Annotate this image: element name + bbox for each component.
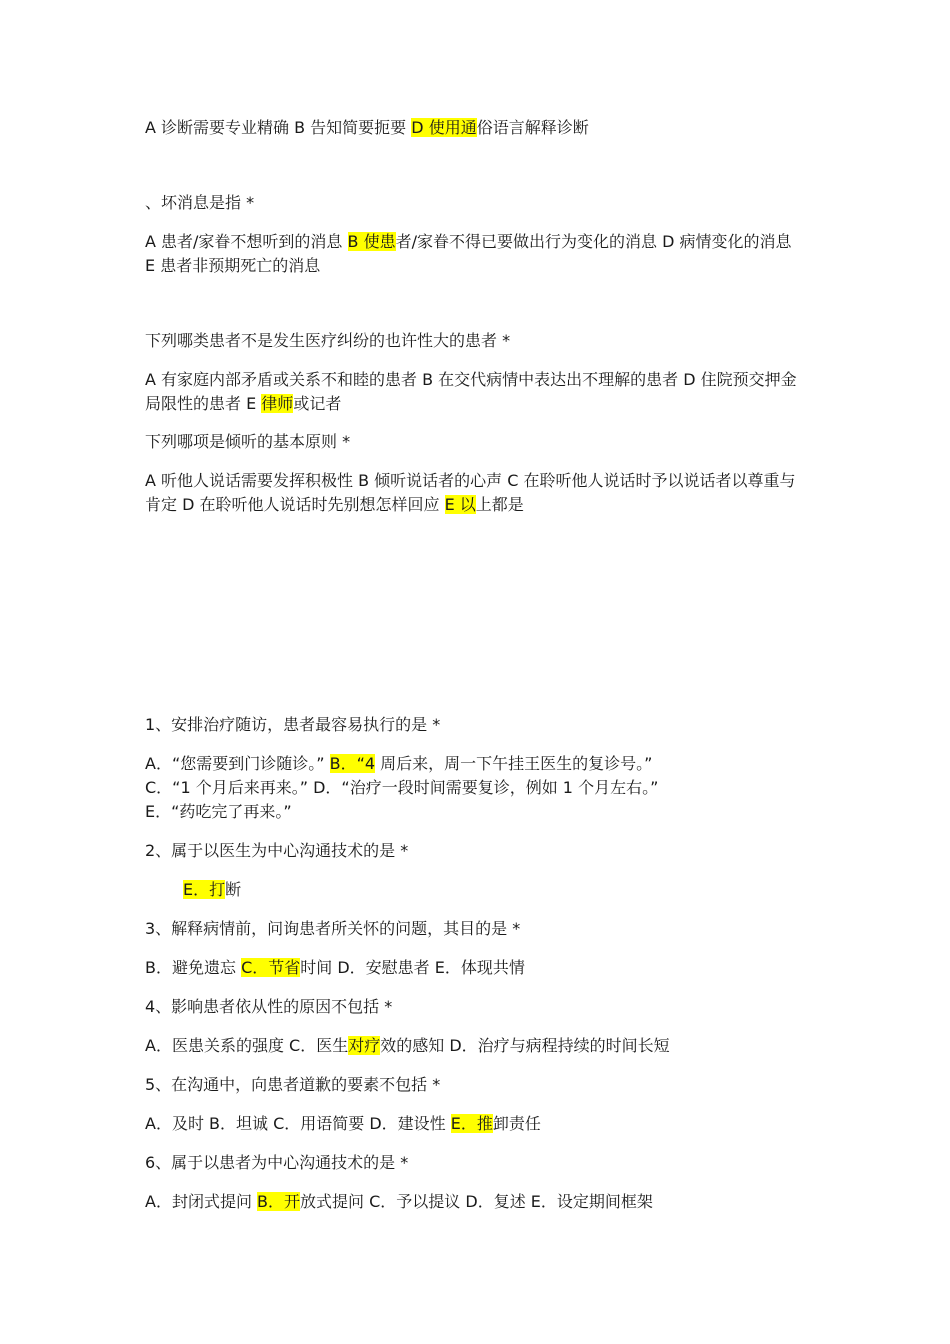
option-text: 俗语言解释诊断 (476, 118, 589, 137)
q2-option-line (183, 878, 853, 902)
option-line-b (145, 230, 800, 278)
question-4: 4、影响患者依从性的原因不包括 * (145, 997, 393, 1016)
option-text: A．医患关系的强度 C．医生 (145, 1036, 349, 1055)
option-text: 时间 D．安慰患者 E．体现共情 (300, 958, 525, 977)
option-text: 断 (225, 880, 242, 899)
highlighted-text: B 使患 (347, 232, 396, 251)
option-text: 上都是 (475, 495, 524, 514)
option-text: 或记者 (293, 394, 342, 413)
option-text: A．及时 B．坦诚 C．用语简要 D．建设性 (145, 1114, 451, 1133)
q1-option-line-1 (145, 752, 815, 776)
option-text: A．“您需要到门诊随诊。” (145, 754, 330, 773)
option-text: A 听他人说话需要发挥积极性 B 倾听说话者的心声 C 在聆听他人说话时予以说话者以尊重与肯定 D 在聆听他人说话时先别想怎样回应 (145, 471, 796, 514)
q3-option-line (145, 956, 815, 980)
question-dispute-patients: 下列哪类患者不是发生医疗纠纷的也许性大的患者 * (145, 331, 511, 350)
question-3: 3、解释病情前，问询患者所关怀的问题，其目的是 * (145, 919, 521, 938)
question-5: 5、在沟通中，向患者道歉的要素不包括 * (145, 1075, 441, 1094)
highlighted-text: E．打 (183, 880, 226, 899)
q1-option-line-3: E．“药吃完了再来。” (145, 802, 292, 821)
question-6: 6、属于以患者为中心沟通技术的是 * (145, 1153, 409, 1172)
option-text: 周后来，周一下午挂王医生的复诊号。” (375, 754, 653, 773)
option-text: 效的感知 D．治疗与病程持续的时间长短 (380, 1036, 670, 1055)
option-text: A．封闭式提问 (145, 1192, 258, 1211)
option-text: A 患者/家眷不想听到的消息 (145, 232, 348, 251)
question-2: 2、属于以医生为中心沟通技术的是 * (145, 841, 409, 860)
q6-option-line (145, 1190, 815, 1214)
question-1: 1、安排治疗随访，患者最容易执行的是 * (145, 715, 441, 734)
option-line-a (145, 116, 815, 140)
q5-option-line (145, 1112, 815, 1136)
highlighted-text: C．节省 (241, 958, 301, 977)
q1-option-line-2: C．“1 个月后来再来。” D．“治疗一段时间需要复诊，例如 1 个月左右。” (145, 778, 659, 797)
highlighted-text: B．开 (257, 1192, 301, 1211)
option-line-d (145, 469, 810, 517)
highlighted-text: E 以 (444, 495, 476, 514)
highlighted-text: D 使用通 (411, 118, 477, 137)
option-text: 放式提问 C．予以提议 D．复述 E．设定期间框架 (300, 1192, 653, 1211)
option-line-c (145, 368, 810, 416)
option-text: 卸责任 (492, 1114, 541, 1133)
highlighted-text: 对疗 (348, 1036, 381, 1055)
question-listening-principle: 下列哪项是倾听的基本原则 * (145, 432, 351, 451)
question-bad-news: 、坏消息是指 * (145, 193, 255, 212)
highlighted-text: 律师 (261, 394, 294, 413)
option-text: A 有家庭内部矛盾或关系不和睦的患者 B 在交代病情中表达出不理解的患者 D 住院预交押金局限性的患者 E (145, 370, 797, 413)
q4-option-line (145, 1034, 815, 1058)
highlighted-text: B．“4 (329, 754, 376, 773)
option-text: B．避免遗忘 (145, 958, 242, 977)
option-text: A 诊断需要专业精确 B 告知简要扼要 (145, 118, 412, 137)
highlighted-text: E．推 (450, 1114, 493, 1133)
option-text: 者/家眷不得已要做出行为变化的消息 D 病情变化的消息 E 患者非预期死亡的消息 (145, 232, 792, 275)
